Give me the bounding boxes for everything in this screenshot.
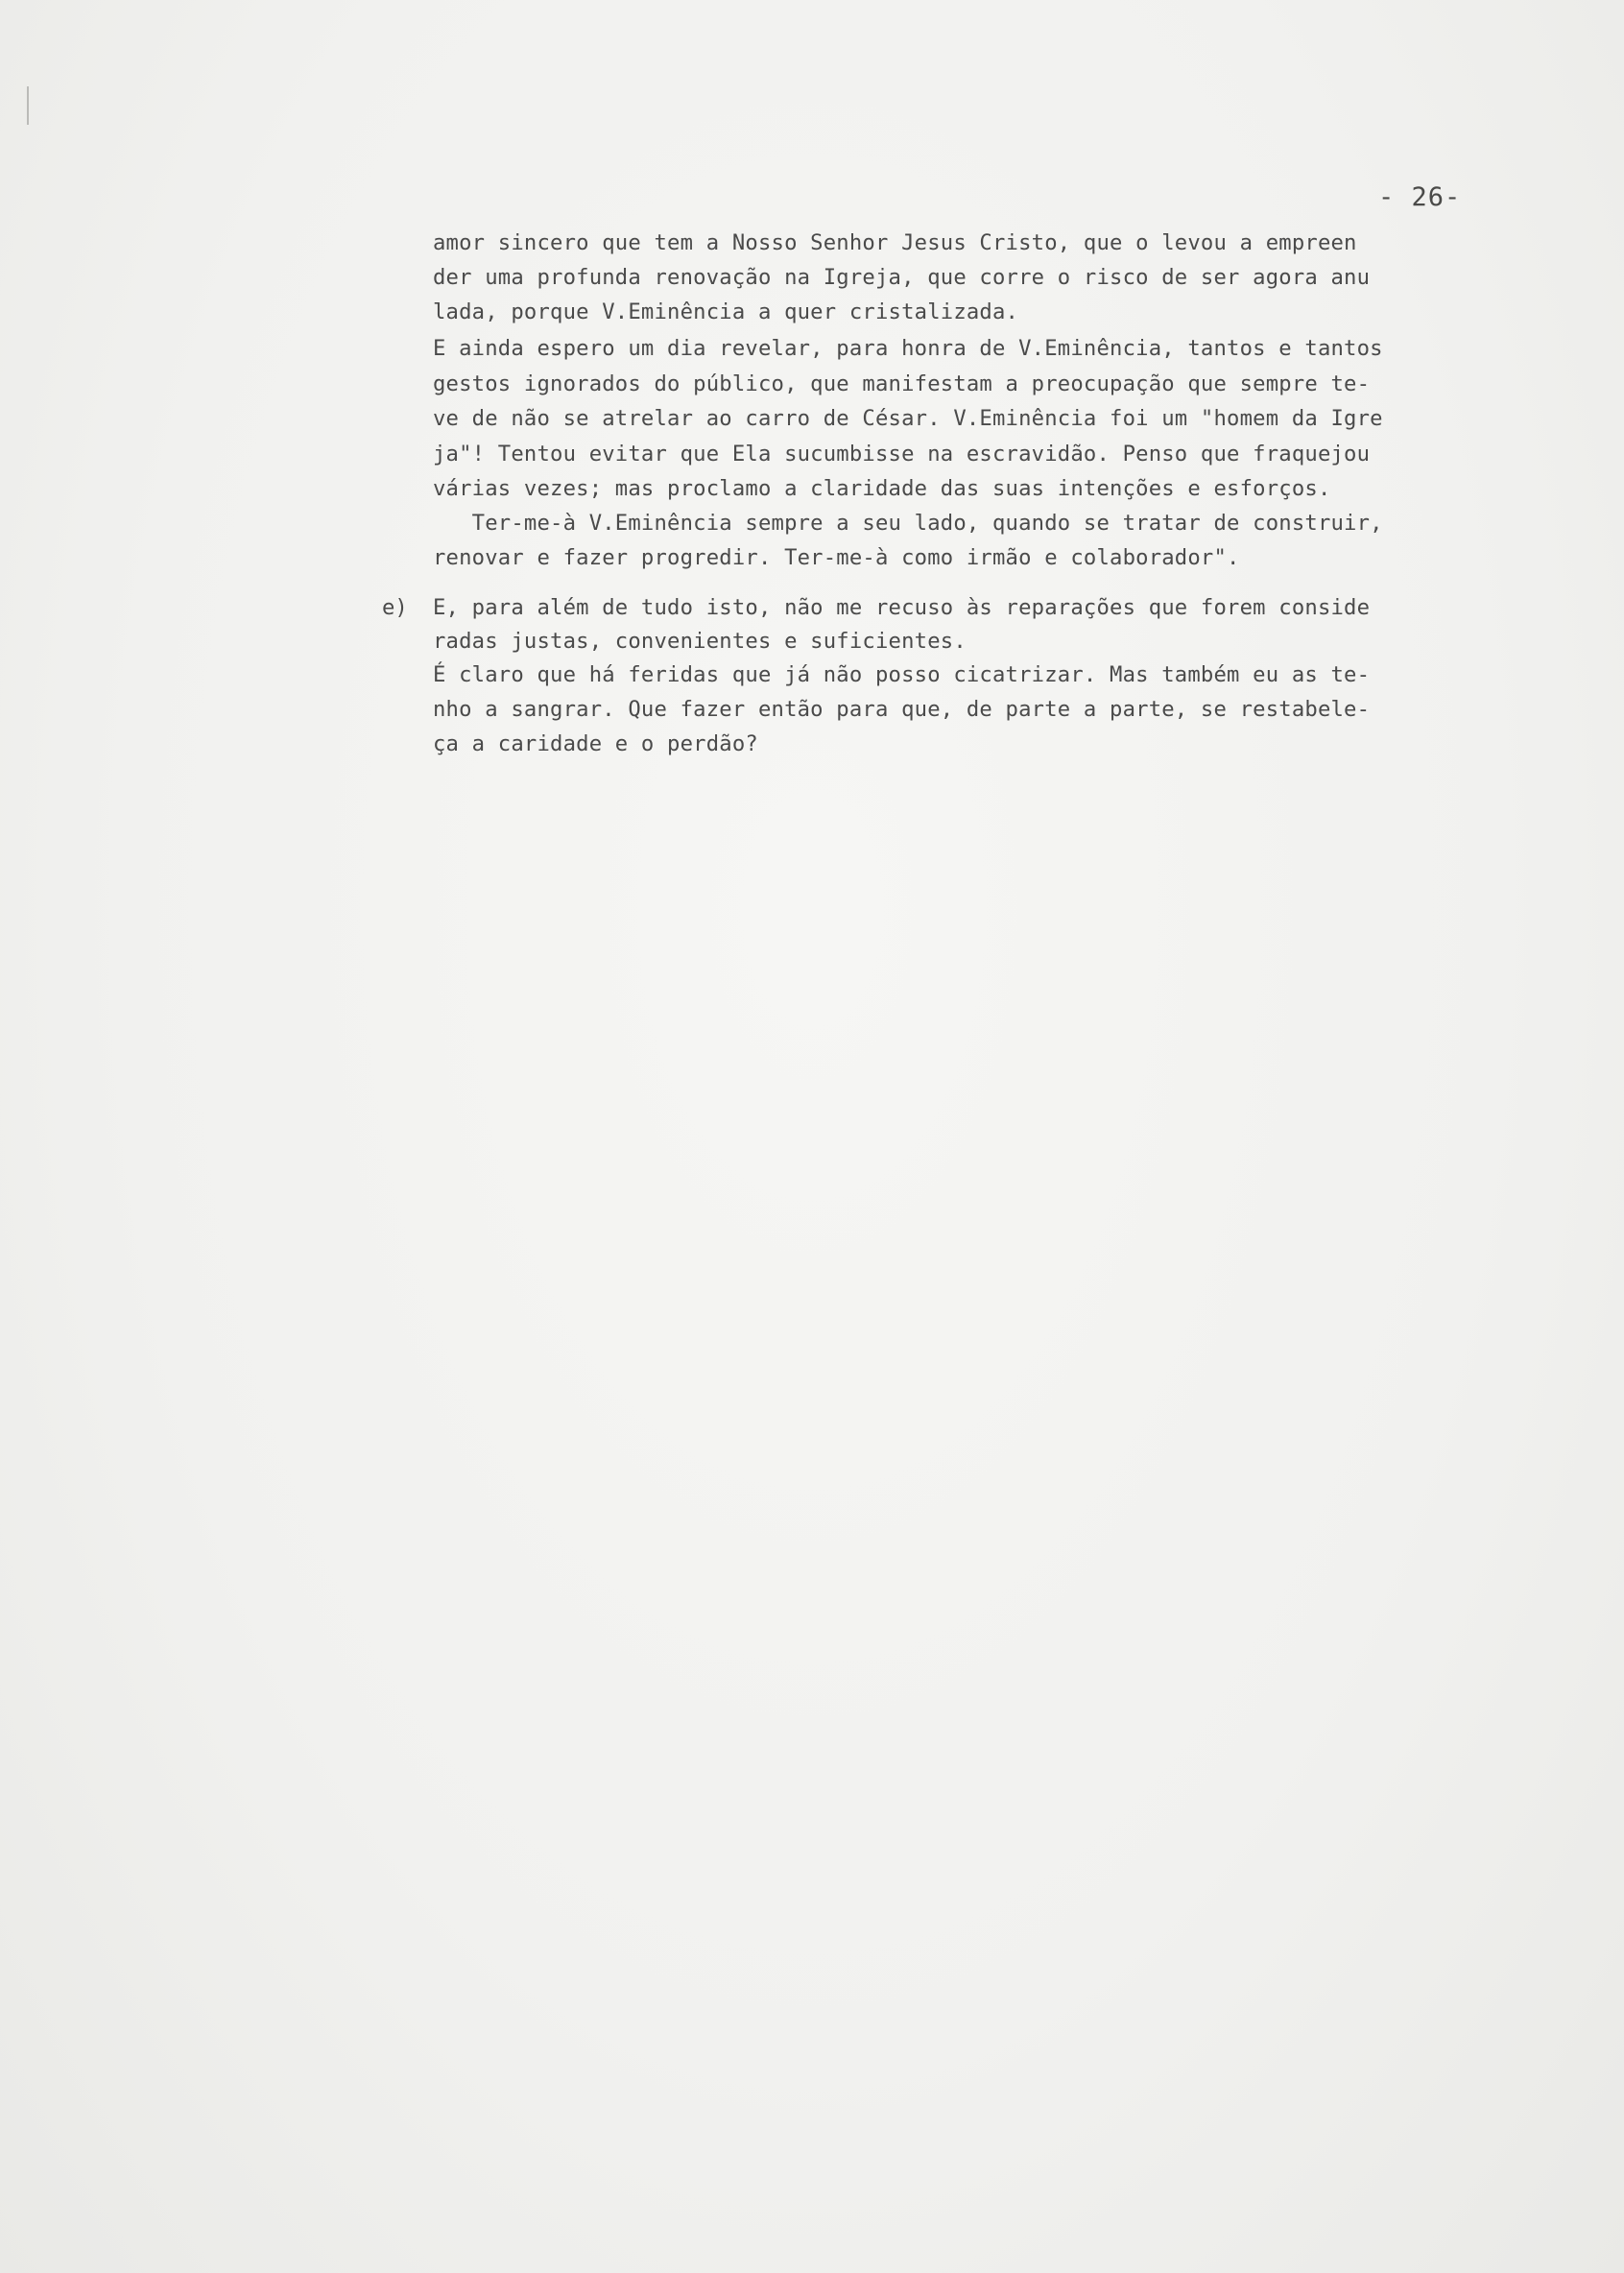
text-line: lada, porque V.Eminência a quer cristalizada. — [433, 299, 1019, 324]
margin-mark — [27, 86, 29, 125]
text-line: E ainda espero um dia revelar, para honra de V.Eminência, tantos e tantos — [433, 336, 1383, 361]
text-line: ve de não se atrelar ao carro de César. V.Eminência foi um "homem da Igre — [433, 406, 1383, 431]
page-number: - 26- — [1378, 182, 1462, 212]
text-line: nho a sangrar. Que fazer então para que, de parte a parte, se restabele- — [433, 697, 1371, 722]
text-line: várias vezes; mas proclamo a claridade das suas intenções e esforços. — [433, 476, 1331, 501]
text-line: amor sincero que tem a Nosso Senhor Jesus Cristo, que o levou a empreen — [433, 230, 1357, 255]
text-line: gestos ignorados do público, que manifestam a preocupação que sempre te- — [433, 371, 1371, 396]
text-line: ja"! Tentou evitar que Ela sucumbisse na escravidão. Penso que fraquejou — [433, 442, 1371, 467]
text-line: É claro que há feridas que já não posso cicatrizar. Mas também eu as te- — [433, 662, 1371, 687]
text-line: Ter-me-à V.Eminência sempre a seu lado, quando se tratar de construir, — [433, 511, 1383, 536]
text-line: radas justas, convenientes e suficientes. — [433, 629, 967, 654]
text-line: E, para além de tudo isto, não me recuso às reparações que forem conside — [433, 595, 1371, 620]
text-line: ça a caridade e o perdão? — [433, 731, 758, 756]
text-line: der uma profunda renovação na Igreja, que corre o risco de ser agora anu — [433, 265, 1371, 290]
text-line: renovar e fazer progredir. Ter-me-à como irmão e colaborador". — [433, 545, 1240, 570]
list-marker: e) — [382, 595, 408, 620]
